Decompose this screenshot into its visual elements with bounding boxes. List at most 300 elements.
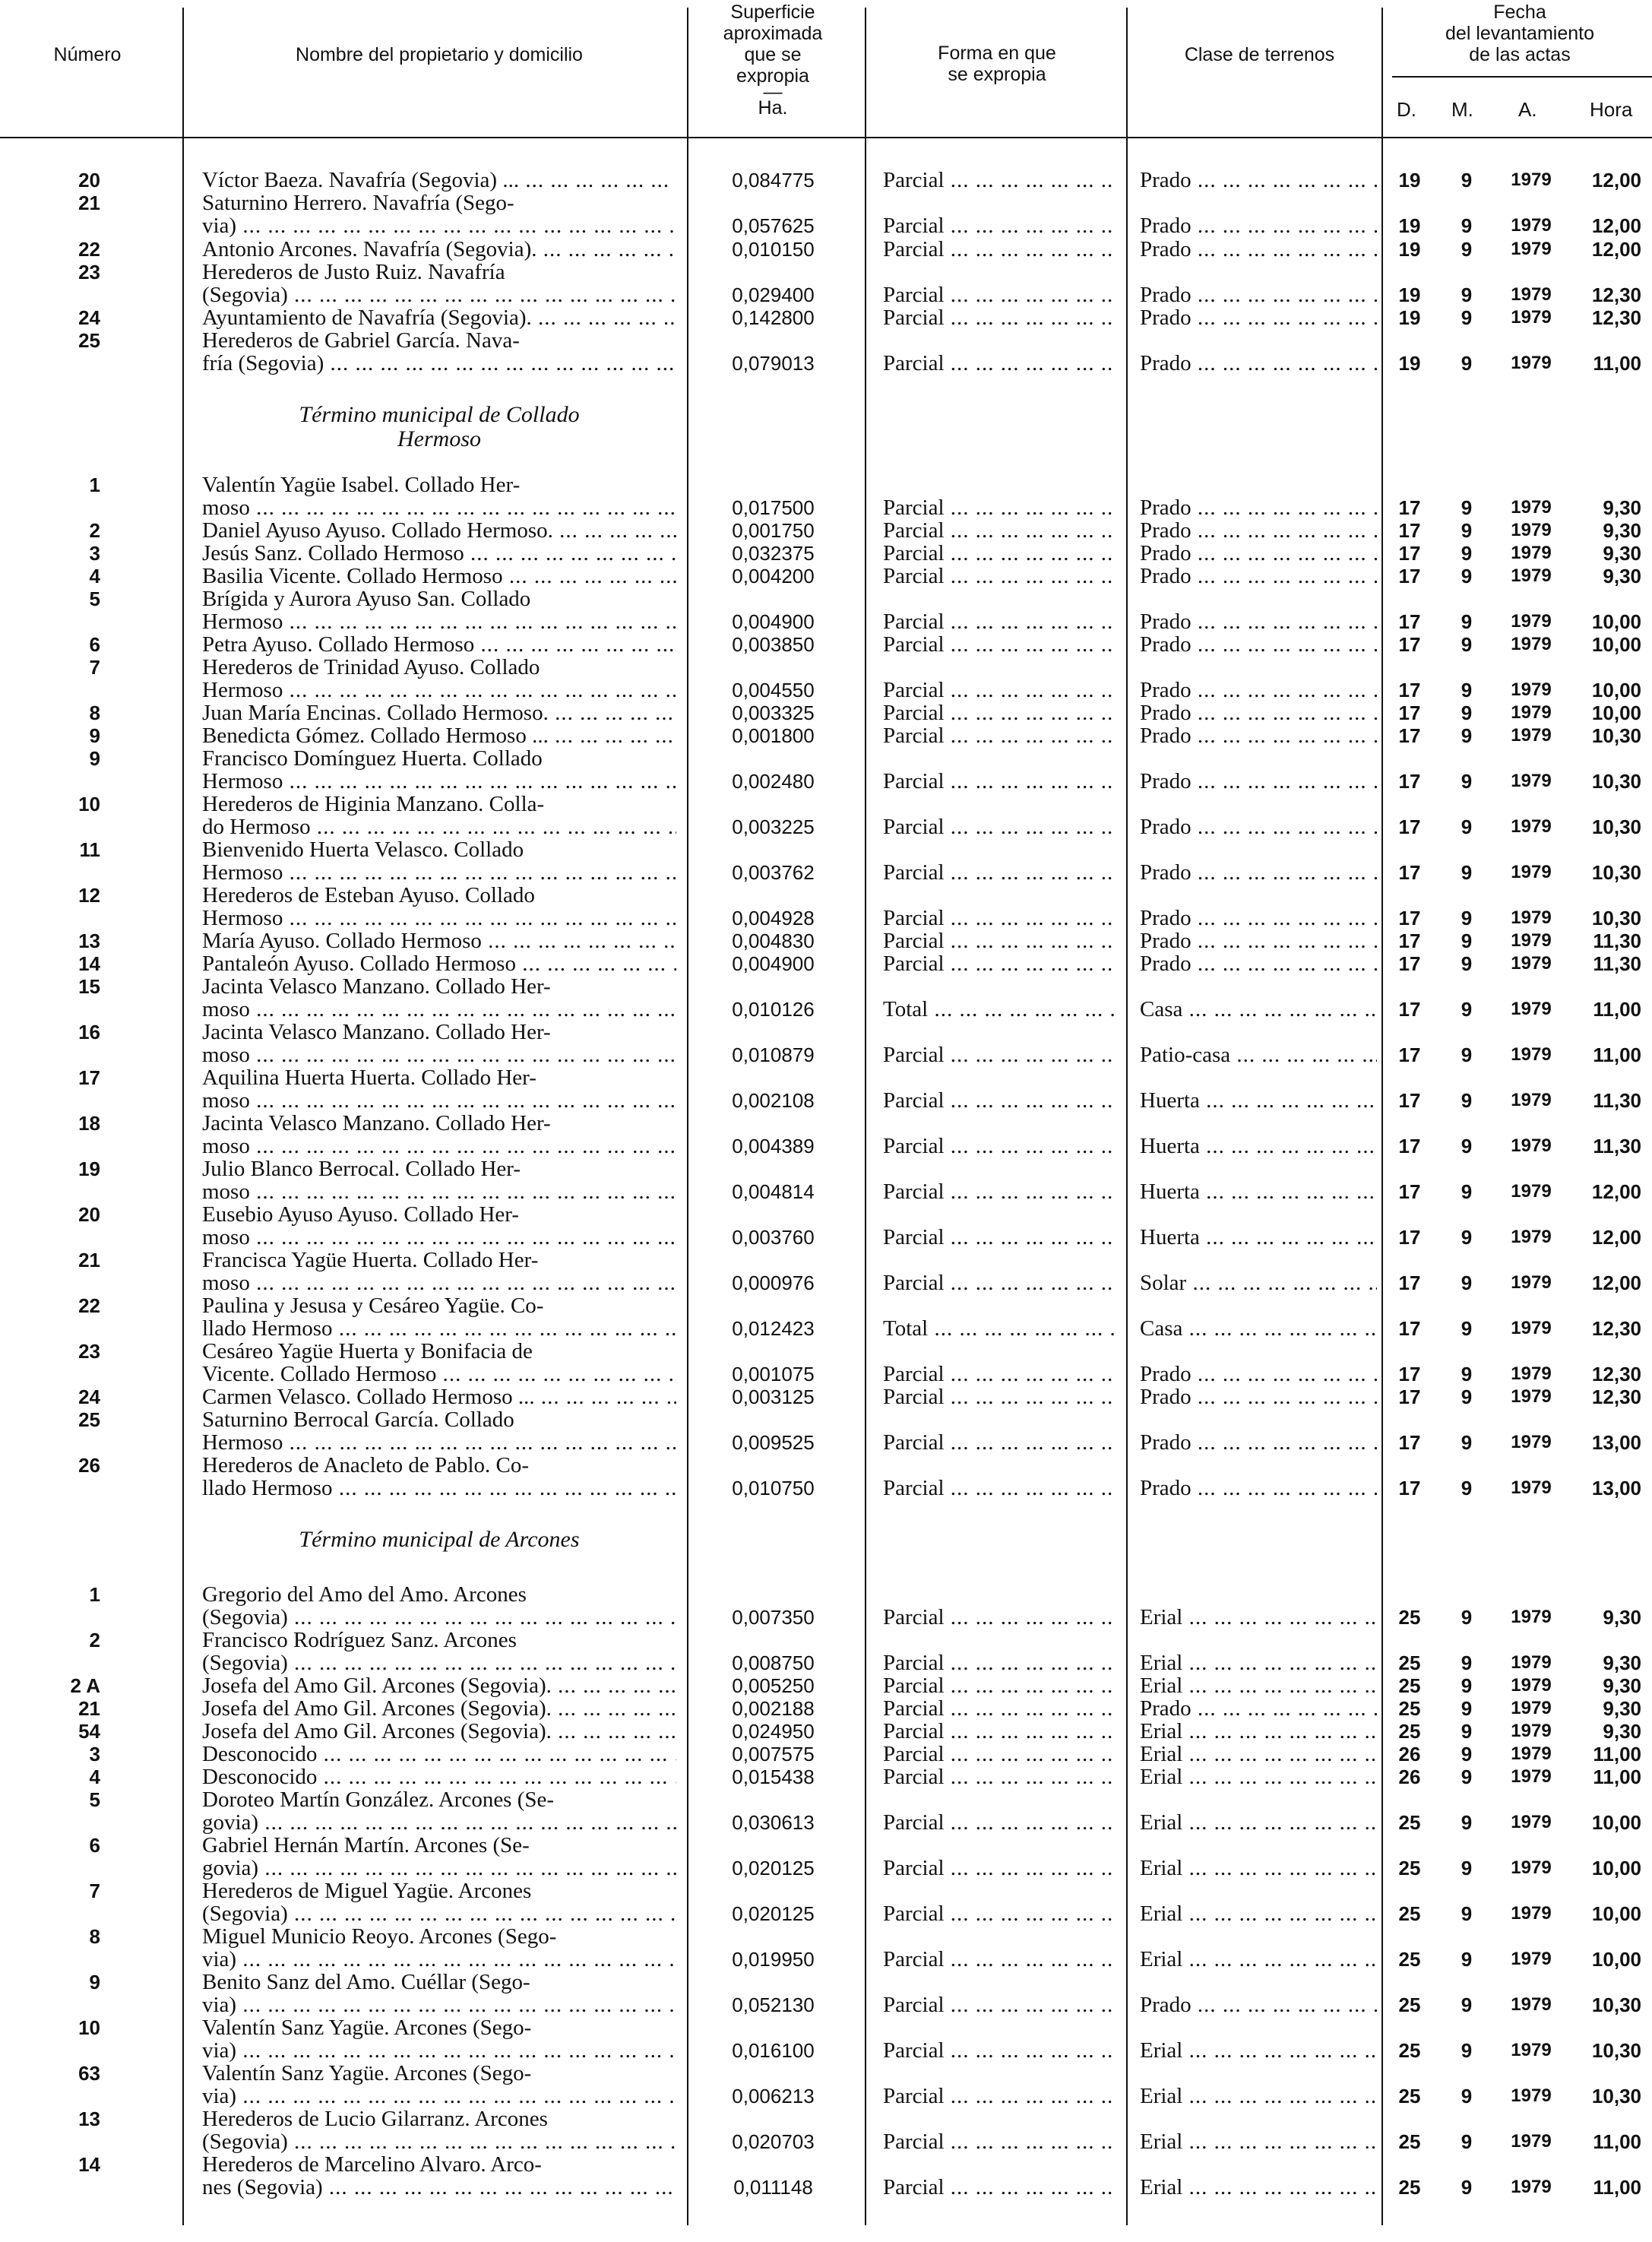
- row-number: 25: [78, 329, 100, 352]
- date-year: 1979: [1511, 1181, 1552, 1202]
- date-hour: 10,00: [1591, 633, 1641, 656]
- date-year: 1979: [1511, 169, 1552, 190]
- date-hour: 9,30: [1603, 1674, 1641, 1697]
- row-number: 21: [78, 192, 100, 214]
- surface-ha: 0,004900: [732, 952, 815, 975]
- table-row: [0, 306, 1652, 329]
- date-day: 17: [1398, 1226, 1421, 1249]
- date-hour: 10,30: [1591, 2085, 1641, 2107]
- land-class: Erial ... .: [1140, 2039, 1377, 2062]
- land-class: Erial ... .: [1140, 2130, 1377, 2153]
- date-month: 9: [1461, 2085, 1473, 2107]
- owner-name-line: Jacinta Velasco Manzano. Collado Her-: [202, 1112, 551, 1135]
- row-number: 8: [89, 701, 100, 724]
- row-number: 3: [89, 1743, 100, 1765]
- expropriation-form: Parcial ... .: [883, 815, 1115, 838]
- expropriation-form: Parcial ... .: [883, 1811, 1115, 1834]
- land-class: Erial ... .: [1140, 1606, 1377, 1629]
- date-year: 1979: [1511, 2085, 1552, 2106]
- surface-ha: 0,004928: [732, 907, 815, 929]
- surface-ha: 0,010150: [732, 238, 815, 261]
- owner-name-line: via) ... .: [202, 1948, 676, 1971]
- land-class: Erial ... .: [1140, 2085, 1377, 2107]
- expropriation-form: Parcial ... .: [883, 1271, 1115, 1294]
- owner-name-line: Desconocido ... .: [202, 1743, 676, 1765]
- owner-name-line: Miguel Municio Reoyo. Arcones (Sego-: [202, 1925, 557, 1948]
- row-number: 16: [78, 1021, 100, 1043]
- land-class: Erial ... .: [1140, 1720, 1377, 1743]
- table-row: [0, 1765, 1652, 1788]
- table-row: [0, 2016, 1652, 2062]
- owner-name-line: Josefa del Amo Gil. Arcones (Segovia). ... .: [202, 1674, 676, 1697]
- header-hour: Hora: [1590, 98, 1633, 121]
- date-day: 17: [1398, 610, 1421, 633]
- table-row: [0, 587, 1652, 633]
- row-number: 1: [89, 1583, 100, 1606]
- date-year: 1979: [1511, 1386, 1552, 1407]
- row-number: 25: [78, 1408, 100, 1431]
- owner-name-line: Aquilina Huerta Huerta. Collado Her-: [202, 1066, 536, 1089]
- header-fecha-line: del levantamiento: [1445, 23, 1594, 44]
- date-hour: 11,30: [1593, 1135, 1641, 1157]
- land-class: Erial ... .: [1140, 1765, 1377, 1788]
- owner-name-line: moso ... .: [202, 1180, 676, 1203]
- date-hour: 12,30: [1591, 306, 1641, 329]
- surface-ha: 0,009525: [732, 1431, 815, 1454]
- expropriation-form: Parcial ... .: [883, 1043, 1115, 1066]
- date-day: 19: [1398, 214, 1421, 237]
- date-hour: 10,00: [1591, 1811, 1641, 1834]
- owner-name-line: do Hermoso ... .: [202, 815, 676, 838]
- row-number: 10: [78, 2016, 100, 2039]
- date-day: 19: [1398, 283, 1421, 306]
- table-row: [0, 169, 1652, 192]
- owner-name-line: Hermoso ... .: [202, 861, 676, 884]
- expropriation-form: Parcial ... .: [883, 1674, 1115, 1697]
- expropriation-form: Parcial ... .: [883, 352, 1115, 375]
- surface-ha: 0,079013: [732, 352, 815, 375]
- row-number: 3: [89, 542, 100, 565]
- section-heading-line: Término municipal de Arcones: [299, 1527, 580, 1552]
- date-day: 17: [1398, 815, 1421, 838]
- date-day: 25: [1398, 2085, 1421, 2107]
- surface-ha: 0,052130: [732, 1993, 815, 2016]
- owner-name-line: Jesús Sanz. Collado Hermoso ... .: [202, 542, 676, 565]
- date-day: 17: [1398, 861, 1421, 884]
- date-hour: 10,30: [1591, 770, 1641, 793]
- date-day: 25: [1398, 1674, 1421, 1697]
- date-hour: 10,30: [1591, 907, 1641, 929]
- row-number: 17: [78, 1066, 100, 1089]
- date-day: 25: [1398, 1651, 1421, 1674]
- owner-name-line: Hermoso ... .: [202, 907, 676, 929]
- date-month: 9: [1461, 1857, 1473, 1879]
- surface-ha: 0,010126: [732, 998, 815, 1021]
- owner-name-line: Hermoso ... .: [202, 610, 676, 633]
- surface-ha: 0,000976: [732, 1271, 815, 1294]
- header-superficie-line: aproximada: [723, 23, 823, 44]
- surface-ha: 0,016100: [732, 2039, 815, 2062]
- surface-ha: 0,010879: [732, 1043, 815, 1066]
- date-month: 9: [1461, 1385, 1473, 1408]
- owner-name-line: Valentín Sanz Yagüe. Arcones (Sego-: [202, 2016, 532, 2039]
- date-year: 1979: [1511, 953, 1552, 974]
- table-row: [0, 329, 1652, 375]
- date-hour: 11,00: [1593, 998, 1641, 1021]
- surface-ha: 0,004814: [732, 1180, 815, 1203]
- owner-name-line: Benito Sanz del Amo. Cuéllar (Sego-: [202, 1971, 530, 1993]
- owner-name-line: via) ... .: [202, 2085, 676, 2107]
- date-year: 1979: [1511, 1743, 1552, 1764]
- owner-name-line: Jacinta Velasco Manzano. Collado Her-: [202, 975, 551, 998]
- owner-name-line: Benedicta Gómez. Collado Hermoso ... ... .: [202, 724, 676, 747]
- date-hour: 11,00: [1593, 352, 1641, 375]
- row-number: 20: [78, 169, 100, 192]
- owner-name-line: Vicente. Collado Hermoso ... .: [202, 1363, 676, 1385]
- owner-name-line: (Segovia) ... .: [202, 1606, 676, 1629]
- owner-name-line: Herederos de Lucio Gilarranz. Arcones: [202, 2107, 548, 2130]
- surface-ha: 0,007575: [732, 1743, 815, 1765]
- expropriation-form: Parcial ... .: [883, 1902, 1115, 1925]
- table-row: [0, 793, 1652, 838]
- table-row: [0, 929, 1652, 952]
- row-number: 4: [89, 1765, 100, 1788]
- expropriation-form: Parcial ... .: [883, 1948, 1115, 1971]
- surface-ha: 0,004389: [732, 1135, 815, 1157]
- table-row: [0, 1066, 1652, 1112]
- land-class: Prado ... .: [1140, 565, 1377, 587]
- land-class: Erial ... .: [1140, 1902, 1377, 1925]
- table-row: [0, 473, 1652, 519]
- date-hour: 11,30: [1593, 1089, 1641, 1112]
- expropriation-form: Parcial ... .: [883, 1135, 1115, 1157]
- row-number: 9: [89, 1971, 100, 1993]
- date-year: 1979: [1511, 215, 1552, 236]
- date-year: 1979: [1511, 611, 1552, 632]
- date-year: 1979: [1511, 520, 1552, 540]
- row-number: 10: [78, 793, 100, 815]
- table-row: [0, 1157, 1652, 1203]
- expropriation-form: Parcial ... .: [883, 929, 1115, 952]
- date-hour: 9,30: [1603, 1651, 1641, 1674]
- owner-name-line: moso ... .: [202, 1226, 676, 1249]
- surface-ha: 0,002108: [732, 1089, 815, 1112]
- expropriation-form: Parcial ... .: [883, 542, 1115, 565]
- land-class: Prado ... .: [1140, 861, 1377, 884]
- date-hour: 9,30: [1603, 565, 1641, 587]
- owner-name-line: moso ... .: [202, 1135, 676, 1157]
- surface-ha: 0,142800: [732, 306, 815, 329]
- surface-ha: 0,004900: [732, 610, 815, 633]
- owner-name-line: (Segovia) ... .: [202, 1902, 676, 1925]
- date-year: 1979: [1511, 1090, 1552, 1110]
- row-number: 23: [78, 1340, 100, 1363]
- surface-ha: 0,057625: [732, 214, 815, 237]
- land-class: Casa ... .: [1140, 1317, 1377, 1340]
- owner-name-line: Saturnino Herrero. Navafría (Sego-: [202, 192, 514, 214]
- date-month: 9: [1461, 1477, 1473, 1499]
- owner-name-line: (Segovia) ... .: [202, 1651, 676, 1674]
- date-day: 17: [1398, 770, 1421, 793]
- row-number: 18: [78, 1112, 100, 1135]
- row-number: 21: [78, 1697, 100, 1720]
- owner-name-line: (Segovia) ... .: [202, 2130, 676, 2153]
- surface-ha: 0,020703: [732, 2130, 815, 2153]
- date-day: 17: [1398, 724, 1421, 747]
- date-month: 9: [1461, 633, 1473, 656]
- owner-name-line: llado Hermoso ... .: [202, 1317, 676, 1340]
- surface-ha: 0,002188: [732, 1697, 815, 1720]
- expropriation-form: Parcial ... .: [883, 2039, 1115, 2062]
- row-number: 54: [78, 1720, 100, 1743]
- date-month: 9: [1461, 1271, 1473, 1294]
- surface-ha: 0,001075: [732, 1363, 815, 1385]
- expropriation-form: Parcial ... .: [883, 1697, 1115, 1720]
- date-month: 9: [1461, 565, 1473, 587]
- date-day: 17: [1398, 1089, 1421, 1112]
- date-hour: 12,00: [1591, 169, 1641, 192]
- header-forma-line: Forma en que: [938, 43, 1056, 64]
- owner-name-line: fría (Segovia) ... .: [202, 352, 676, 375]
- expropriation-form: Total ... .: [883, 998, 1115, 1021]
- row-number: 12: [78, 884, 100, 907]
- date-month: 9: [1461, 1720, 1473, 1743]
- land-class: Prado ... .: [1140, 701, 1377, 724]
- land-class: Prado ... .: [1140, 1363, 1377, 1385]
- owner-name-line: Saturnino Berrocal García. Collado: [202, 1408, 514, 1431]
- date-day: 19: [1398, 238, 1421, 261]
- table-row: [0, 1408, 1652, 1454]
- owner-name-line: moso ... .: [202, 1089, 676, 1112]
- date-day: 17: [1398, 952, 1421, 975]
- date-month: 9: [1461, 1743, 1473, 1765]
- date-month: 9: [1461, 1651, 1473, 1674]
- date-day: 25: [1398, 1811, 1421, 1834]
- expropriation-form: Parcial ... .: [883, 724, 1115, 747]
- owner-name-line: Petra Ayuso. Collado Hermoso ... .: [202, 633, 676, 656]
- table-row: [0, 1971, 1652, 2016]
- owner-name-line: Herederos de Trinidad Ayuso. Collado: [202, 656, 540, 679]
- header-superficie-line: —: [763, 81, 783, 103]
- header-fecha-line: Fecha: [1493, 2, 1546, 23]
- table-row: [0, 1834, 1652, 1879]
- date-hour: 11,30: [1593, 952, 1641, 975]
- land-class: Prado ... .: [1140, 633, 1377, 656]
- date-day: 26: [1398, 1765, 1421, 1788]
- date-hour: 10,00: [1591, 701, 1641, 724]
- expropriation-form: Parcial ... .: [883, 1431, 1115, 1454]
- date-day: 25: [1398, 2130, 1421, 2153]
- expropriation-form: Parcial ... .: [883, 2130, 1115, 2153]
- date-year: 1979: [1511, 1721, 1552, 1741]
- date-day: 25: [1398, 1720, 1421, 1743]
- date-day: 17: [1398, 542, 1421, 565]
- row-number: 13: [78, 2107, 100, 2130]
- date-day: 19: [1398, 169, 1421, 192]
- date-month: 9: [1461, 306, 1473, 329]
- date-month: 9: [1461, 2130, 1473, 2153]
- expropriation-form: Parcial ... .: [883, 2176, 1115, 2199]
- date-month: 9: [1461, 1317, 1473, 1340]
- date-year: 1979: [1511, 1994, 1552, 2015]
- expropriation-form: Parcial ... .: [883, 283, 1115, 306]
- land-class: Patio-casa ... .: [1140, 1043, 1377, 1066]
- table-row: [0, 2062, 1652, 2107]
- expropriation-form: Total ... .: [883, 1317, 1115, 1340]
- date-hour: 11,30: [1593, 929, 1641, 952]
- table-row: [0, 1674, 1652, 1697]
- date-month: 9: [1461, 861, 1473, 884]
- land-class: Prado ... .: [1140, 214, 1377, 237]
- surface-ha: 0,011148: [733, 2176, 813, 2199]
- land-class: Prado ... .: [1140, 496, 1377, 519]
- date-year: 1979: [1511, 353, 1552, 373]
- date-year: 1979: [1511, 1857, 1552, 1878]
- date-hour: 10,30: [1591, 815, 1641, 838]
- row-number: 5: [89, 1788, 100, 1811]
- owner-name-line: Brígida y Aurora Ayuso San. Collado: [202, 587, 531, 610]
- owner-name-line: Julio Blanco Berrocal. Collado Her-: [202, 1157, 521, 1180]
- land-class: Huerta ... .: [1140, 1180, 1377, 1203]
- date-year: 1979: [1511, 1318, 1552, 1338]
- expropriation-form: Parcial ... .: [883, 496, 1115, 519]
- expropriation-form: Parcial ... .: [883, 1180, 1115, 1203]
- date-hour: 11,00: [1593, 1043, 1641, 1066]
- date-month: 9: [1461, 2039, 1473, 2062]
- date-year: 1979: [1511, 816, 1552, 837]
- owner-name-line: moso ... .: [202, 1271, 676, 1294]
- date-month: 9: [1461, 1811, 1473, 1834]
- expropriation-form: Parcial ... .: [883, 1363, 1115, 1385]
- owner-name-line: moso ... .: [202, 496, 676, 519]
- table-row: [0, 1294, 1652, 1340]
- row-number: 63: [78, 2062, 100, 2085]
- surface-ha: 0,004200: [732, 565, 815, 587]
- date-month: 9: [1461, 496, 1473, 519]
- date-hour: 13,00: [1591, 1431, 1641, 1454]
- row-number: 7: [89, 1879, 100, 1902]
- date-day: 17: [1398, 565, 1421, 587]
- owner-name-line: Valentín Yagüe Isabel. Collado Her-: [202, 473, 521, 496]
- date-day: 17: [1398, 1043, 1421, 1066]
- owner-name-line: Francisca Yagüe Huerta. Collado Her-: [202, 1249, 539, 1271]
- section-heading: [202, 1528, 676, 1552]
- date-year: 1979: [1511, 1766, 1552, 1787]
- expropriation-form: Parcial ... .: [883, 1993, 1115, 2016]
- owner-name-line: Jacinta Velasco Manzano. Collado Her-: [202, 1021, 551, 1043]
- header-superficie-line: Superficie: [730, 2, 815, 23]
- row-number: 23: [78, 261, 100, 283]
- header-superficie: [693, 2, 853, 119]
- table-row: [0, 1385, 1652, 1408]
- date-hour: 12,30: [1591, 1317, 1641, 1340]
- owner-name-line: Francisco Rodríguez Sanz. Arcones: [202, 1629, 517, 1651]
- date-month: 9: [1461, 1135, 1473, 1157]
- surface-ha: 0,020125: [732, 1857, 815, 1879]
- date-month: 9: [1461, 907, 1473, 929]
- owner-name-line: Hermoso ... .: [202, 679, 676, 701]
- expropriation-form: Parcial ... .: [883, 1477, 1115, 1499]
- date-month: 9: [1461, 1902, 1473, 1925]
- date-month: 9: [1461, 1043, 1473, 1066]
- date-hour: 12,00: [1591, 1226, 1641, 1249]
- date-year: 1979: [1511, 284, 1552, 305]
- land-class: Prado ... .: [1140, 679, 1377, 701]
- land-class: Prado ... .: [1140, 169, 1377, 192]
- date-year: 1979: [1511, 1135, 1552, 1156]
- date-day: 19: [1398, 306, 1421, 329]
- header-forma-line: se expropia: [948, 64, 1046, 85]
- owner-name-line: Antonio Arcones. Navafría (Segovia). ... .: [202, 238, 676, 261]
- date-hour: 9,30: [1603, 496, 1641, 519]
- date-day: 25: [1398, 1697, 1421, 1720]
- expropriation-form: Parcial ... .: [883, 1385, 1115, 1408]
- date-year: 1979: [1511, 1949, 1552, 1969]
- table-row: [0, 261, 1652, 306]
- owner-name-line: Herederos de Esteban Ayuso. Collado: [202, 884, 535, 907]
- date-hour: 11,00: [1593, 2176, 1641, 2199]
- surface-ha: 0,010750: [732, 1477, 815, 1499]
- owner-name-line: Basilia Vicente. Collado Hermoso ... .: [202, 565, 676, 587]
- expropriation-form: Parcial ... .: [883, 1651, 1115, 1674]
- table-row: [0, 542, 1652, 565]
- surface-ha: 0,003325: [732, 701, 815, 724]
- date-month: 9: [1461, 679, 1473, 701]
- date-month: 9: [1461, 929, 1473, 952]
- date-year: 1979: [1511, 1812, 1552, 1832]
- table-row: [0, 884, 1652, 929]
- date-hour: 9,30: [1603, 542, 1641, 565]
- owner-name-line: moso ... .: [202, 1043, 676, 1066]
- expropriation-form: Parcial ... .: [883, 610, 1115, 633]
- land-class: Erial ... .: [1140, 1948, 1377, 1971]
- date-year: 1979: [1511, 497, 1552, 518]
- date-day: 17: [1398, 1180, 1421, 1203]
- land-class: Prado ... .: [1140, 1697, 1377, 1720]
- row-number: 2: [89, 1629, 100, 1651]
- land-class: Prado ... .: [1140, 306, 1377, 329]
- owner-name-line: Herederos de Anacleto de Pablo. Co-: [202, 1454, 530, 1477]
- section-heading-line: Término municipal de Collado: [299, 402, 580, 427]
- table-row: [0, 1454, 1652, 1499]
- date-year: 1979: [1511, 771, 1552, 791]
- expropriation-form: Parcial ... .: [883, 861, 1115, 884]
- expropriation-form: Parcial ... .: [883, 952, 1115, 975]
- table-row: [0, 1340, 1652, 1385]
- table-row: [0, 1021, 1652, 1066]
- row-number: 24: [78, 1385, 100, 1408]
- date-day: 25: [1398, 1948, 1421, 1971]
- date-hour: 11,00: [1593, 1765, 1641, 1788]
- owner-name-line: Josefa del Amo Gil. Arcones (Segovia). ... .: [202, 1720, 676, 1743]
- table-row: [0, 565, 1652, 587]
- header-superficie-line: que se: [744, 44, 802, 65]
- row-number: 14: [78, 2153, 100, 2176]
- date-month: 9: [1461, 815, 1473, 838]
- date-year: 1979: [1511, 2131, 1552, 2152]
- surface-ha: 0,024950: [732, 1720, 815, 1743]
- owner-name-line: via) ... .: [202, 214, 676, 237]
- date-day: 17: [1398, 1135, 1421, 1157]
- owner-name-line: Desconocido ... .: [202, 1765, 676, 1788]
- table-row: [0, 633, 1652, 656]
- date-hour: 10,00: [1591, 1902, 1641, 1925]
- land-class: Erial ... .: [1140, 2176, 1377, 2199]
- date-hour: 10,00: [1591, 1948, 1641, 1971]
- owner-name-line: nes (Segovia) ... .: [202, 2176, 676, 2199]
- surface-ha: 0,017500: [732, 496, 815, 519]
- land-class: Erial ... .: [1140, 1811, 1377, 1834]
